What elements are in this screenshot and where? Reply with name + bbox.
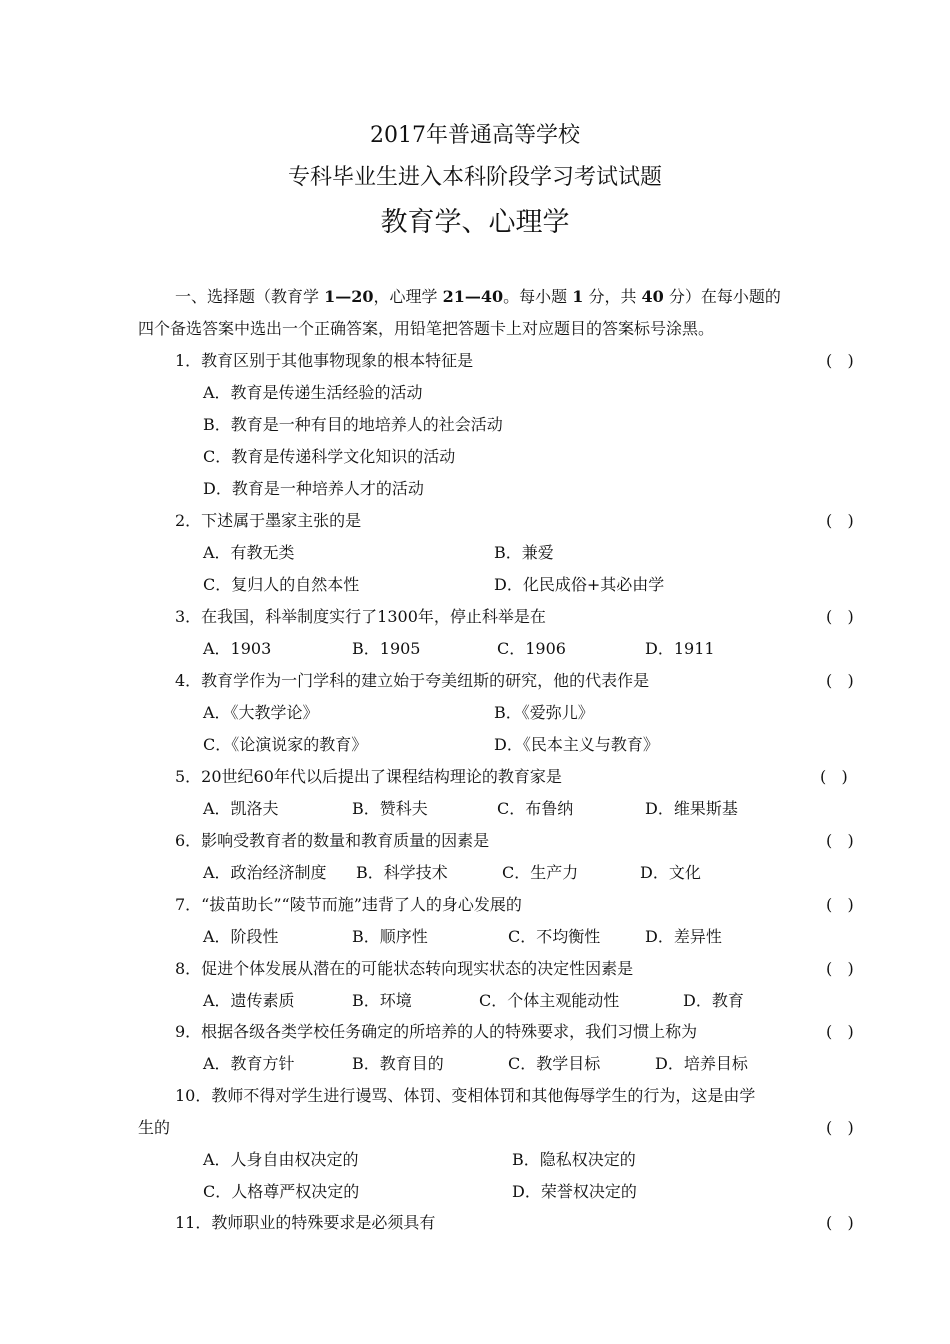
question-11-stem: 11．教师职业的特殊要求是必须具有	[175, 1213, 436, 1232]
q6-option-d: D．文化	[640, 863, 701, 882]
q3-option-c: C．1906	[497, 639, 566, 658]
q7-option-c: C．不均衡性	[508, 927, 601, 946]
q2-option-c: C．复归人的自然本性	[203, 575, 360, 594]
q1-option-d: D．教育是一种培养人才的活动	[203, 479, 424, 498]
exam-title-line2: 专科毕业生进入本科阶段学习考试试题	[287, 165, 662, 190]
q3-option-b: B．1905	[352, 639, 421, 658]
q2-option-d: D．化民成俗+其必由学	[494, 575, 665, 594]
q8-option-c: C．个体主观能动性	[479, 991, 620, 1010]
q1-option-a: A．教育是传递生活经验的活动	[203, 383, 423, 402]
answer-paren-q11: ( )	[826, 1213, 854, 1232]
q5-option-c: C．布鲁纳	[497, 799, 574, 818]
q10-option-c: C．人格尊严权决定的	[203, 1182, 360, 1201]
q1-option-c: C．教育是传递科学文化知识的活动	[203, 447, 456, 466]
q7-option-d: D．差异性	[645, 927, 722, 946]
answer-paren-q4: ( )	[826, 671, 854, 690]
answer-paren-q3: ( )	[826, 607, 854, 626]
answer-paren-q9: ( )	[826, 1022, 854, 1041]
answer-paren-q1: ( )	[826, 351, 854, 370]
question-4-stem: 4．教育学作为一门学科的建立始于夸美纽斯的研究，他的代表作是	[175, 671, 650, 690]
q3-option-d: D．1911	[645, 639, 715, 658]
q4-option-a: A．《大教学论》	[203, 703, 319, 722]
q8-option-a: A．遗传素质	[203, 991, 295, 1010]
q9-option-a: A．教育方针	[203, 1054, 295, 1073]
q10-option-d: D．荣誉权决定的	[512, 1182, 637, 1201]
question-9-stem: 9．根据各级各类学校任务确定的所培养的人的特殊要求，我们习惯上称为	[175, 1022, 698, 1041]
q8-option-d: D．教育	[683, 991, 744, 1010]
q9-option-b: B．教育目的	[352, 1054, 444, 1073]
q3-option-a: A．1903	[203, 639, 272, 658]
q6-option-a: A．政治经济制度	[203, 863, 327, 882]
question-1-stem: 1．教育区别于其他事物现象的根本特征是	[175, 351, 474, 370]
question-2-stem: 2．下述属于墨家主张的是	[175, 511, 362, 530]
question-5-stem: 5．20世纪60年代以后提出了课程结构理论的教育家是	[175, 767, 562, 786]
q9-option-d: D．培养目标	[655, 1054, 748, 1073]
q2-option-b: B．兼爱	[494, 543, 554, 562]
q6-option-c: C．生产力	[502, 863, 579, 882]
q4-option-b: B．《爱弥儿》	[494, 703, 594, 722]
q4-option-c: C．《论演说家的教育》	[203, 735, 368, 754]
answer-paren-q2: ( )	[826, 511, 854, 530]
q6-option-b: B．科学技术	[356, 863, 448, 882]
q5-option-d: D．维果斯基	[645, 799, 738, 818]
q4-option-d: D．《民本主义与教育》	[494, 735, 659, 754]
question-3-stem: 3．在我国，科举制度实行了1300年，停止科举是在	[175, 607, 546, 626]
exam-title-line1: 2017年普通高等学校	[370, 123, 580, 148]
q2-option-a: A．有教无类	[203, 543, 295, 562]
q8-option-b: B．环境	[352, 991, 412, 1010]
answer-paren-q6: ( )	[826, 831, 854, 850]
q7-option-b: B．顺序性	[352, 927, 428, 946]
answer-paren-q10: ( )	[826, 1118, 854, 1137]
q10-option-a: A．人身自由权决定的	[203, 1150, 359, 1169]
answer-paren-q5: ( )	[820, 767, 848, 786]
answer-paren-q7: ( )	[826, 895, 854, 914]
question-8-stem: 8．促进个体发展从潜在的可能状态转向现实状态的决定性因素是	[175, 959, 634, 978]
question-7-stem: 7．“拔苗助长”“陵节而施”违背了人的身心发展的	[175, 895, 522, 914]
question-10-stem-continued: 生的	[138, 1118, 171, 1137]
q5-option-b: B．赞科夫	[352, 799, 428, 818]
q10-option-b: B．隐私权决定的	[512, 1150, 636, 1169]
q5-option-a: A．凯洛夫	[203, 799, 279, 818]
section-instructions-line2: 四个备选答案中选出一个正确答案，用铅笔把答题卡上对应题目的答案标号涂黑。	[138, 319, 715, 338]
exam-subject-title: 教育学、心理学	[380, 207, 570, 238]
answer-paren-q8: ( )	[826, 959, 854, 978]
question-10-stem: 10．教师不得对学生进行谩骂、体罚、变相体罚和其他侮辱学生的行为，这是由学	[175, 1086, 756, 1105]
section-instructions-line1: 一、选择题（教育学 1—20，心理学 21—40。每小题 1 分，共 40 分）在每小题的	[175, 287, 781, 306]
q9-option-c: C．教学目标	[508, 1054, 601, 1073]
question-6-stem: 6．影响受教育者的数量和教育质量的因素是	[175, 831, 490, 850]
q1-option-b: B．教育是一种有目的地培养人的社会活动	[203, 415, 503, 434]
q7-option-a: A．阶段性	[203, 927, 279, 946]
